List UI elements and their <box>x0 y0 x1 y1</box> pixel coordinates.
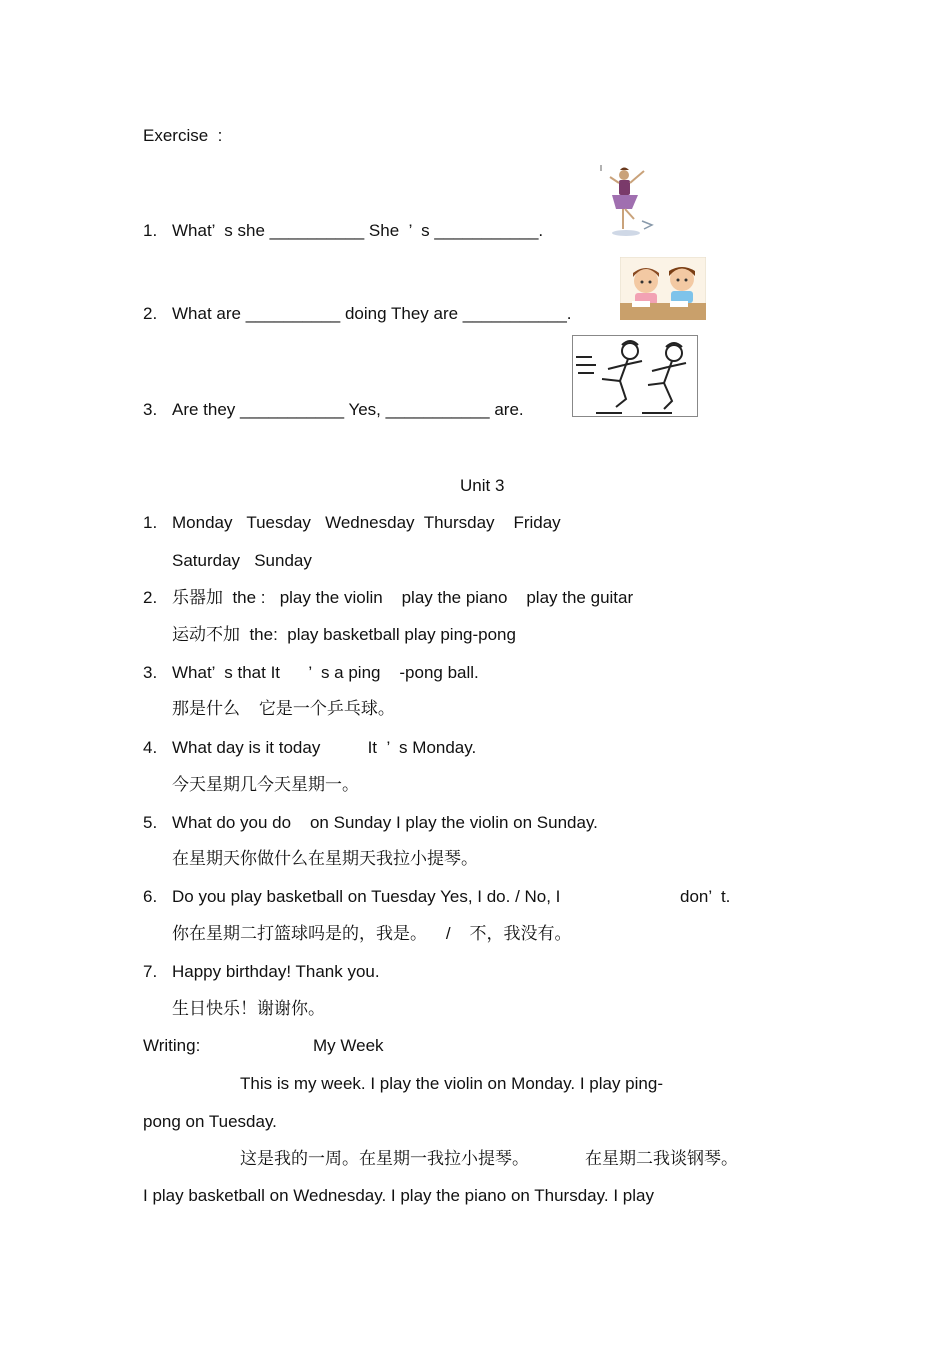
unit-item-1-continued: Saturday Sunday <box>172 551 312 570</box>
unit-item-4-english: What day is it today It ’ s Monday. <box>172 738 477 757</box>
unit-item-6-number: 6. <box>143 887 158 906</box>
writing-label: Writing: <box>143 1036 201 1055</box>
exercise-2-number: 2. <box>143 304 158 323</box>
exercise-heading: Exercise : <box>143 126 223 145</box>
dancing-girl-illustration <box>598 163 660 241</box>
unit-item-6-english-end: don’ t. <box>680 887 731 906</box>
unit-item-3-number: 3. <box>143 663 158 682</box>
unit-item-7-english: Happy birthday! Thank you. <box>172 962 380 981</box>
running-boys-illustration <box>572 335 698 417</box>
unit-item-6-english: Do you play basketball on Tuesday Yes, I do. / No, I <box>172 887 561 906</box>
exercise-2-text: What are __________ doing They are ___________. <box>172 304 572 323</box>
writing-line-2: pong on Tuesday. <box>143 1112 277 1131</box>
unit-item-6-chinese: 你在星期二打篮球吗是的，我是。 / 不，我没有。 <box>172 924 572 943</box>
unit-item-4-chinese: 今天星期几今天星期一。 <box>172 775 359 794</box>
unit-item-4-number: 4. <box>143 738 158 757</box>
writing-line-1: This is my week. I play the violin on Monday. I play ping- <box>240 1074 663 1093</box>
unit-item-3-english: What’ s that It ’ s a ping -pong ball. <box>172 663 479 682</box>
exercise-3-number: 3. <box>143 400 158 419</box>
unit-item-1-english: Monday Tuesday Wednesday Thursday Friday <box>172 513 561 532</box>
exercise-1-number: 1. <box>143 221 158 240</box>
writing-line-3-end: 在星期二我谈钢琴。 <box>585 1149 738 1168</box>
writing-line-4: I play basketball on Wednesday. I play the piano on Thursday. I play <box>143 1186 654 1205</box>
unit-item-2-english: 乐器加 the : play the violin play the piano play the guitar <box>172 588 634 607</box>
unit-item-1-number: 1. <box>143 513 158 532</box>
unit-item-5-chinese: 在星期天你做什么在星期天我拉小提琴。 <box>172 849 478 868</box>
writing-title: My Week <box>313 1036 384 1055</box>
unit-item-5-english: What do you do on Sunday I play the violin on Sunday. <box>172 813 598 832</box>
unit-item-2-number: 2. <box>143 588 158 607</box>
unit-item-3-chinese: 那是什么 它是一个乒乓球。 <box>172 699 395 718</box>
children-reading-illustration <box>620 257 706 320</box>
unit-item-2-continued: 运动不加 the: play basketball play ping-pong <box>172 625 516 644</box>
writing-line-3: 这是我的一周。在星期一我拉小提琴。 <box>240 1149 529 1168</box>
unit-title: Unit 3 <box>460 476 505 495</box>
exercise-1-text: What’ s she __________ She ’ s ___________. <box>172 221 544 240</box>
unit-item-5-number: 5. <box>143 813 158 832</box>
unit-item-7-number: 7. <box>143 962 158 981</box>
exercise-3-text: Are they ___________ Yes, ___________ are. <box>172 400 524 419</box>
unit-item-7-chinese: 生日快乐！谢谢你。 <box>172 999 325 1018</box>
